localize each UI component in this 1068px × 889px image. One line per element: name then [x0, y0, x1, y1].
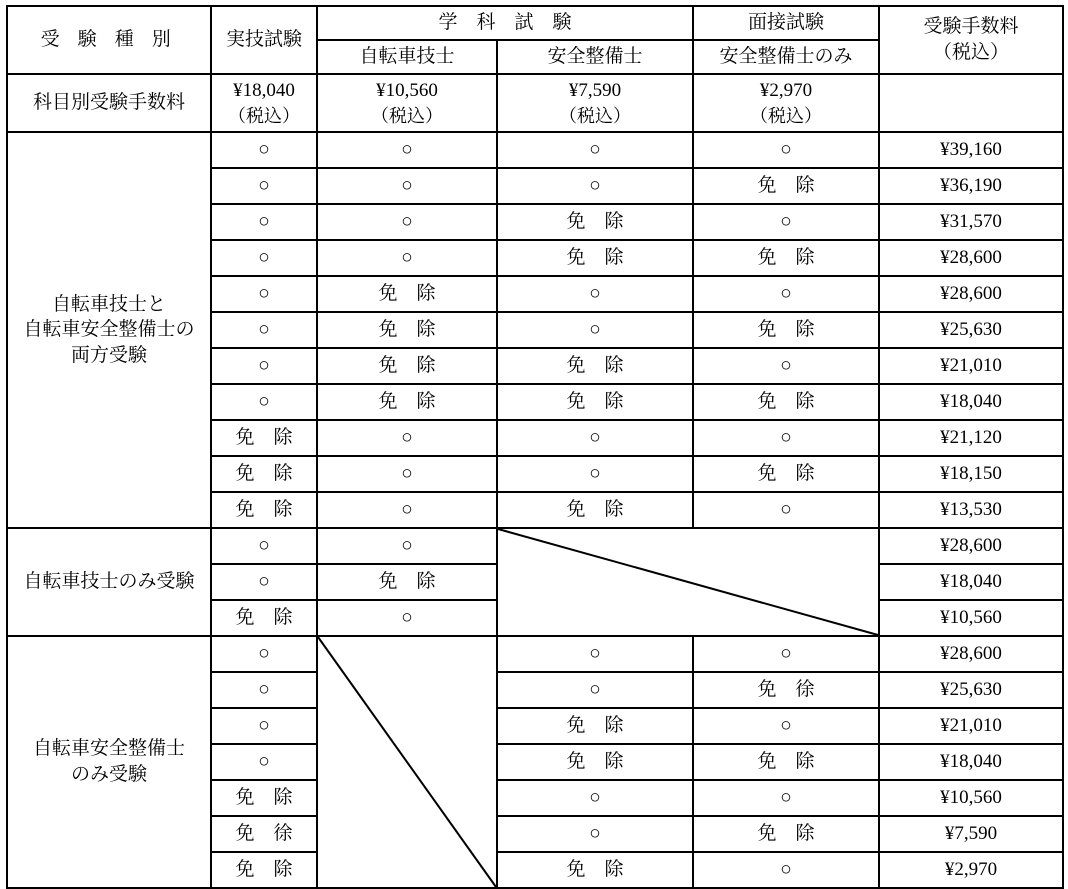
cell-mensetsu: ○: [693, 276, 879, 312]
header-kind: 受 験 種 別: [7, 6, 211, 74]
cell-mensetsu: ○: [693, 348, 879, 384]
subject-fee-jitsugi-note: （税込）: [228, 105, 300, 126]
exam-fee-table: [6, 5, 1064, 889]
group-label-both: [7, 132, 211, 528]
cell-gakka2: ○: [497, 276, 693, 312]
cell-fee: ¥7,590: [879, 816, 1063, 852]
cell-gakka2: ○: [497, 132, 693, 168]
cell-fee: ¥2,970: [879, 852, 1063, 888]
cell-gakka1: 免 除: [317, 564, 497, 600]
cell-gakka1: ○: [317, 456, 497, 492]
cell-gakka2: 免 除: [497, 492, 693, 528]
subject-fee-mensetsu-note: （税込）: [750, 105, 823, 126]
cell-jitsugi: ○: [211, 384, 317, 420]
header-gakka-sub1: 自転車技士: [317, 40, 497, 74]
cell-gakka1: ○: [317, 600, 497, 636]
cell-gakka2: 免 除: [497, 348, 693, 384]
table-row: [7, 528, 1063, 564]
cell-mensetsu: ○: [693, 852, 879, 888]
cell-jitsugi: 免 徐: [211, 816, 317, 852]
cell-jitsugi: ○: [211, 636, 317, 672]
table-row: [7, 132, 1063, 168]
cell-mensetsu: 免 除: [693, 384, 879, 420]
cell-jitsugi: ○: [211, 708, 317, 744]
cell-mensetsu: ○: [693, 204, 879, 240]
subject-fee-row: [7, 74, 1063, 132]
cell-mensetsu: ○: [693, 636, 879, 672]
group-label-seibishi-only: [7, 636, 211, 888]
cell-fee: ¥18,040: [879, 564, 1063, 600]
not-applicable-diagonal-block-lower: [317, 636, 497, 888]
subject-fee-jitsugi-amount: ¥18,040: [233, 80, 295, 102]
cell-fee: ¥21,010: [879, 348, 1063, 384]
cell-gakka1: ○: [317, 240, 497, 276]
cell-fee: ¥10,560: [879, 600, 1063, 636]
cell-gakka2: 免 除: [497, 708, 693, 744]
not-applicable-diagonal-block-upper: [497, 528, 879, 636]
header-mensetsu-sub: 安全整備士のみ: [693, 40, 879, 74]
cell-fee: ¥31,570: [879, 204, 1063, 240]
cell-jitsugi: ○: [211, 672, 317, 708]
group-label-line: 両方受験: [70, 344, 147, 366]
header-fee-line2: （税込）: [933, 42, 1010, 63]
cell-fee: ¥25,630: [879, 312, 1063, 348]
cell-mensetsu: 免 除: [693, 240, 879, 276]
cell-fee: ¥28,600: [879, 636, 1063, 672]
header-fee: [879, 6, 1063, 74]
cell-jitsugi: 免 除: [211, 420, 317, 456]
cell-mensetsu: 免 除: [693, 168, 879, 204]
header-mensetsu-group: 面接試験: [693, 6, 879, 40]
cell-jitsugi: ○: [211, 276, 317, 312]
cell-jitsugi: ○: [211, 528, 317, 564]
cell-fee: ¥36,190: [879, 168, 1063, 204]
subject-fee-jitsugi: [211, 74, 317, 132]
group-label-line: 自転車技士のみ受験: [23, 571, 195, 593]
subject-fee-mensetsu-amount: ¥2,970: [759, 80, 813, 102]
cell-gakka1: 免 除: [317, 312, 497, 348]
subject-fee-mensetsu: [693, 74, 879, 132]
group-label-line: 自転車技士と: [51, 293, 166, 315]
cell-gakka2: ○: [497, 780, 693, 816]
cell-mensetsu: ○: [693, 708, 879, 744]
cell-gakka1: 免 除: [317, 276, 497, 312]
cell-fee: ¥28,600: [879, 276, 1063, 312]
cell-mensetsu: 免 除: [693, 744, 879, 780]
subject-fee-gakka1-note: （税込）: [371, 105, 443, 126]
cell-gakka1: ○: [317, 492, 497, 528]
cell-jitsugi: ○: [211, 132, 317, 168]
cell-gakka2: 免 除: [497, 384, 693, 420]
cell-gakka2: ○: [497, 672, 693, 708]
cell-gakka2: ○: [497, 312, 693, 348]
cell-fee: ¥13,530: [879, 492, 1063, 528]
cell-jitsugi: 免 除: [211, 492, 317, 528]
cell-gakka2: ○: [497, 816, 693, 852]
header-gakka-group: 学 科 試 験: [317, 6, 693, 40]
cell-mensetsu: ○: [693, 420, 879, 456]
subject-fee-gakka2-note: （税込）: [559, 105, 631, 126]
group-label-line: 自転車安全整備士の: [23, 319, 195, 341]
cell-gakka2: 免 除: [497, 744, 693, 780]
cell-fee: ¥18,040: [879, 744, 1063, 780]
cell-jitsugi: 免 除: [211, 456, 317, 492]
cell-gakka1: 免 除: [317, 348, 497, 384]
cell-jitsugi: ○: [211, 204, 317, 240]
cell-mensetsu: 免 除: [693, 312, 879, 348]
subject-fee-label: 科目別受験手数料: [7, 74, 211, 132]
cell-gakka2: ○: [497, 456, 693, 492]
cell-jitsugi: ○: [211, 744, 317, 780]
cell-jitsugi: ○: [211, 312, 317, 348]
subject-fee-total-blank: [879, 74, 1063, 132]
cell-gakka1: ○: [317, 204, 497, 240]
cell-gakka1: 免 除: [317, 384, 497, 420]
cell-gakka1: ○: [317, 528, 497, 564]
subject-fee-gakka1: [317, 74, 497, 132]
cell-jitsugi: ○: [211, 240, 317, 276]
group-label-gishi-only: [7, 528, 211, 636]
cell-gakka2: 免 除: [497, 240, 693, 276]
cell-fee: ¥18,150: [879, 456, 1063, 492]
cell-fee: ¥10,560: [879, 780, 1063, 816]
table-row: [7, 636, 1063, 672]
cell-gakka1: ○: [317, 420, 497, 456]
cell-mensetsu: 免 徐: [693, 672, 879, 708]
cell-mensetsu: 免 除: [693, 816, 879, 852]
cell-fee: ¥18,040: [879, 384, 1063, 420]
header-gakka-sub2: 安全整備士: [497, 40, 693, 74]
cell-fee: ¥21,010: [879, 708, 1063, 744]
cell-fee: ¥39,160: [879, 132, 1063, 168]
cell-jitsugi: ○: [211, 168, 317, 204]
cell-gakka2: ○: [497, 636, 693, 672]
cell-mensetsu: ○: [693, 492, 879, 528]
header-fee-line1: 受験手数料: [923, 16, 1019, 38]
cell-jitsugi: ○: [211, 564, 317, 600]
cell-gakka2: ○: [497, 168, 693, 204]
cell-jitsugi: 免 除: [211, 600, 317, 636]
subject-fee-gakka2: [497, 74, 693, 132]
group-label-line: のみ受験: [70, 764, 147, 785]
cell-fee: ¥28,600: [879, 528, 1063, 564]
cell-gakka2: 免 除: [497, 204, 693, 240]
cell-gakka2: ○: [497, 420, 693, 456]
subject-fee-gakka2-amount: ¥7,590: [568, 80, 622, 102]
cell-gakka1: ○: [317, 132, 497, 168]
cell-fee: ¥25,630: [879, 672, 1063, 708]
cell-jitsugi: 免 除: [211, 780, 317, 816]
subject-fee-gakka1-amount: ¥10,560: [376, 80, 438, 102]
cell-jitsugi: ○: [211, 348, 317, 384]
cell-mensetsu: 免 除: [693, 456, 879, 492]
header-jitsugi: 実技試験: [211, 6, 317, 74]
cell-jitsugi: 免 除: [211, 852, 317, 888]
cell-gakka2: 免 除: [497, 852, 693, 888]
table-header-row-1: [7, 6, 1063, 40]
group-label-line: 自転車安全整備士: [32, 738, 185, 760]
cell-gakka1: ○: [317, 168, 497, 204]
cell-mensetsu: ○: [693, 132, 879, 168]
cell-mensetsu: ○: [693, 780, 879, 816]
cell-fee: ¥28,600: [879, 240, 1063, 276]
cell-fee: ¥21,120: [879, 420, 1063, 456]
